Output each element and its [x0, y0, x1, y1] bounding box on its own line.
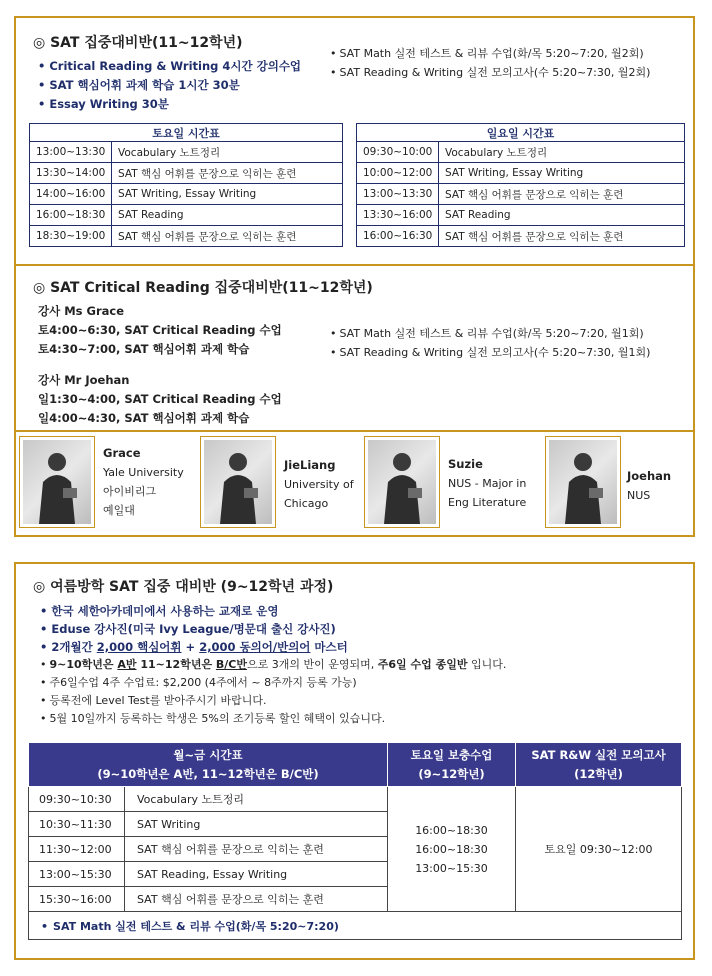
activity-cell: Vocabulary 노트정리	[439, 142, 685, 163]
time-cell: 10:00~12:00	[357, 163, 439, 184]
teacher1-block	[38, 302, 282, 359]
table-title: 일요일 시간표	[357, 124, 685, 142]
instructor-school-ko: 아이비리그	[103, 485, 157, 498]
person-icon	[368, 440, 436, 524]
person-icon	[204, 440, 272, 524]
section1-bullets-left	[38, 57, 301, 114]
instructor-major: Eng Literature	[448, 496, 527, 509]
table-title: 토요일 시간표	[30, 124, 343, 142]
time-cell: 13:00~13:30	[30, 142, 112, 163]
instructor-info-joehan	[627, 467, 671, 505]
saturday-header: 토요일 보충수업 (9~12학년)	[388, 743, 516, 787]
activity-cell: SAT Writing, Essay Writing	[112, 184, 343, 205]
saturday-schedule-table	[29, 123, 343, 247]
activity-cell: SAT 핵심 어휘를 문장으로 익히는 훈련	[112, 163, 343, 184]
time-cell: 09:30~10:30	[29, 787, 125, 812]
table-row	[357, 205, 685, 226]
list-item: • Essay Writing 30분	[38, 97, 169, 111]
activity-cell: SAT Reading	[439, 205, 685, 226]
section-divider	[15, 264, 694, 266]
time-cell: 11:30~12:00	[29, 837, 125, 862]
list-item: • 한국 세한아카데미에서 사용하는 교재로 운영	[40, 604, 279, 618]
time-cell: 13:30~14:00	[30, 163, 112, 184]
instructor-info-jieliang	[284, 456, 354, 513]
teacher2-label: 강사 Mr Joehan	[38, 373, 130, 387]
table-row	[30, 205, 343, 226]
table-row	[357, 184, 685, 205]
time-cell: 10:30~11:30	[29, 812, 125, 837]
section3-bullets	[40, 602, 506, 728]
instructor-name: Joehan	[627, 469, 672, 483]
activity-cell: SAT 핵심 어휘를 문장으로 익히는 훈련	[125, 887, 388, 912]
time-cell: 16:00~18:30	[30, 205, 112, 226]
mock-test-header: SAT R&W 실전 모의고사 (12학년)	[516, 743, 682, 787]
activity-cell: SAT 핵심 어휘를 문장으로 익히는 훈련	[112, 226, 343, 247]
list-item: • SAT 핵심어휘 과제 학습 1시간 30분	[38, 78, 240, 92]
instructor-school: University of	[284, 478, 354, 491]
table-row	[30, 142, 343, 163]
sunday-schedule-table	[356, 123, 685, 247]
section2-title: ◎ SAT Critical Reading 집중대비반(11~12학년)	[33, 280, 373, 296]
section1-bullets-right	[330, 44, 650, 82]
section2-bullets-right	[330, 324, 650, 362]
table-row	[30, 226, 343, 247]
weekday-header: 월~금 시간표 (9~10학년은 A반, 11~12학년은 B/C반)	[29, 743, 388, 787]
activity-cell: Vocabulary 노트정리	[112, 142, 343, 163]
list-item: 토4:00~6:30, SAT Critical Reading 수업	[38, 323, 282, 337]
instructor-school: NUS - Major in	[448, 477, 527, 490]
time-cell: 13:00~13:30	[357, 184, 439, 205]
list-item: • 9~10학년은 A반 11~12학년은 B/C반으로 3개의 반이 운영되며, 주6일 수업 종일반 입니다.	[40, 658, 507, 671]
table-row	[357, 142, 685, 163]
mock-test-cell: 토요일 09:30~12:00	[516, 787, 682, 912]
teacher2-block	[38, 371, 282, 428]
list-item: • SAT Reading & Writing 실전 모의고사(수 5:20~7:30, 월2회)	[330, 66, 651, 79]
time-cell: 18:30~19:00	[30, 226, 112, 247]
list-item: • Critical Reading & Writing 4시간 강의수업	[38, 59, 302, 73]
teacher1-label: 강사 Ms Grace	[38, 304, 125, 318]
list-item: • 5월 10일까지 등록하는 학생은 5%의 조기등록 할인 혜택이 있습니다.	[40, 712, 386, 725]
list-item: 일4:00~4:30, SAT 핵심어휘 과제 학습	[38, 411, 250, 425]
time-cell: 14:00~16:00	[30, 184, 112, 205]
time-cell: 16:00~16:30	[357, 226, 439, 247]
time-cell: 09:30~10:00	[357, 142, 439, 163]
instructor-name: JieLiang	[284, 458, 336, 472]
list-item: • Eduse 강사진(미국 Ivy League/명문대 출신 강사진)	[40, 622, 336, 636]
list-item: • 주6일수업 4주 수업료: $2,200 (4주에서 ~ 8주까지 등록 가능)	[40, 676, 357, 689]
time-cell: 13:00~15:30	[29, 862, 125, 887]
section3-title: ◎ 여름방학 SAT 집중 대비반 (9~12학년 과정)	[33, 579, 334, 595]
table-row	[357, 226, 685, 247]
table-row	[29, 787, 682, 812]
section1-title: ◎ SAT 집중대비반(11~12학년)	[33, 35, 243, 51]
activity-cell: SAT Reading, Essay Writing	[125, 862, 388, 887]
table-row	[30, 184, 343, 205]
list-item: 일1:30~4:00, SAT Critical Reading 수업	[38, 392, 282, 406]
instructor-name: Grace	[103, 446, 141, 460]
instructor-photo-grace	[19, 436, 95, 528]
instructor-school: Yale University	[103, 466, 184, 479]
instructor-info-grace	[103, 444, 184, 520]
saturday-times-cell: 16:00~18:30 16:00~18:30 13:00~15:30	[388, 787, 516, 912]
activity-cell: SAT Reading	[112, 205, 343, 226]
footer-cell: • SAT Math 실전 테스트 & 리뷰 수업(화/목 5:20~7:20)	[29, 912, 682, 940]
list-item: 토4:30~7:00, SAT 핵심어휘 과제 학습	[38, 342, 250, 356]
activity-cell: SAT 핵심 어휘를 문장으로 익히는 훈련	[125, 837, 388, 862]
list-item: • SAT Reading & Writing 실전 모의고사(수 5:20~7:30, 월1회)	[330, 346, 651, 359]
section-divider-instructors	[15, 430, 694, 432]
time-cell: 13:30~16:00	[357, 205, 439, 226]
table-header-row	[29, 743, 682, 787]
instructor-photo-joehan	[545, 436, 621, 528]
list-item: • 등록전에 Level Test를 받아주시기 바랍니다.	[40, 694, 267, 707]
instructor-school: NUS	[627, 489, 651, 502]
table-row	[357, 163, 685, 184]
table-row	[30, 163, 343, 184]
list-item: • 2개월간 2,000 핵심어휘 + 2,000 동의어/반의어 마스터	[40, 640, 348, 654]
table-footer-row	[29, 912, 682, 940]
time-cell: 15:30~16:00	[29, 887, 125, 912]
instructor-school-ko2: 예일대	[103, 504, 135, 517]
instructor-photo-suzie	[364, 436, 440, 528]
person-icon	[23, 440, 91, 524]
activity-cell: Vocabulary 노트정리	[125, 787, 388, 812]
list-item: • SAT Math 실전 테스트 & 리뷰 수업(화/목 5:20~7:20, 월2회)	[330, 47, 644, 60]
instructor-photo-jieliang	[200, 436, 276, 528]
activity-cell: SAT Writing, Essay Writing	[439, 163, 685, 184]
person-icon	[549, 440, 617, 524]
instructor-school: Chicago	[284, 497, 329, 510]
summer-schedule-table	[28, 742, 682, 940]
list-item: • SAT Math 실전 테스트 & 리뷰 수업(화/목 5:20~7:20, 월1회)	[330, 327, 644, 340]
instructor-info-suzie	[448, 455, 526, 512]
activity-cell: SAT 핵심 어휘를 문장으로 익히는 훈련	[439, 184, 685, 205]
activity-cell: SAT 핵심 어휘를 문장으로 익히는 훈련	[439, 226, 685, 247]
activity-cell: SAT Writing	[125, 812, 388, 837]
instructor-name: Suzie	[448, 457, 483, 471]
